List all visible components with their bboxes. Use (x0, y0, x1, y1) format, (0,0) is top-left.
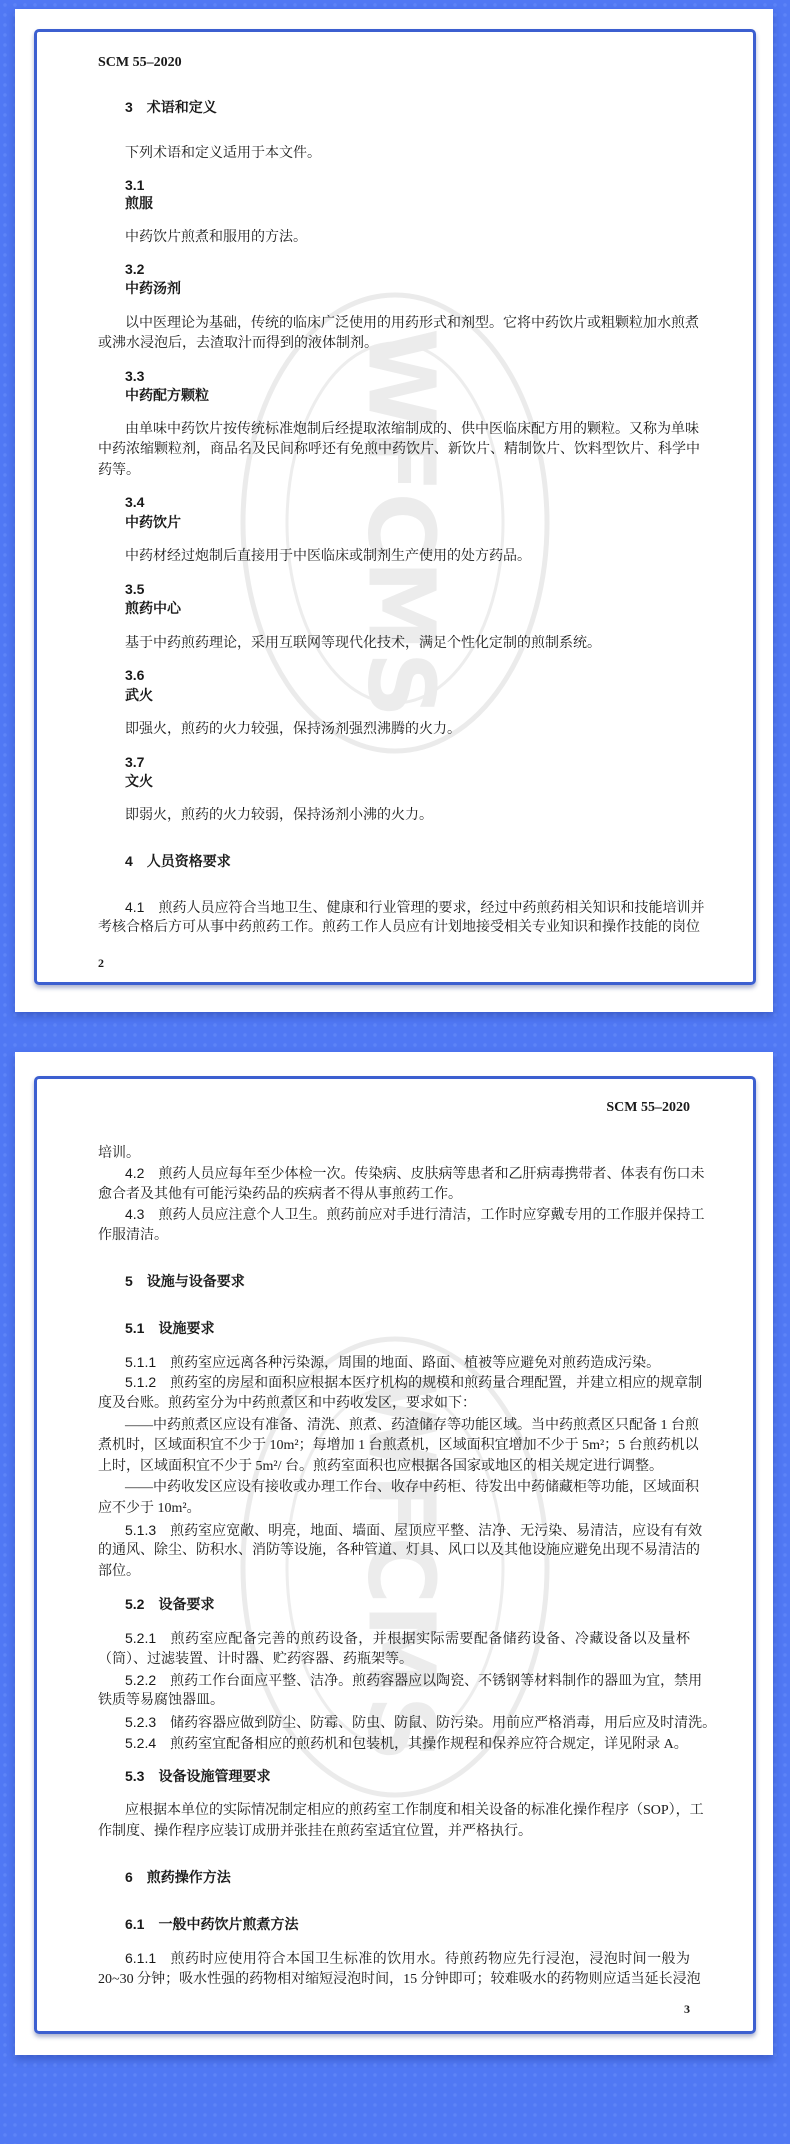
clause-5-2-4 (125, 1733, 690, 1754)
section-number: 6 (125, 1869, 133, 1885)
clause-text: 愈合者及其他有可能污染药品的疾病者不得从事煎药工作。 (98, 1187, 462, 1202)
section-title: 煎药操作方法 (146, 1870, 231, 1886)
term-number: 3.1 (125, 177, 145, 193)
term-definition: 中药浓缩颗粒剂，商品名及民间称呼还有免煎中药饮片、新饮片、精制饮片、饮料型饮片、科学中 (98, 442, 700, 457)
term-number: 3.4 (125, 494, 145, 510)
clause-5-1-1 (125, 1352, 690, 1373)
subsection-heading-5-3 (125, 1766, 690, 1787)
clause-number: 6.1.1 (125, 1950, 157, 1966)
section-number: 3 (125, 99, 133, 115)
section-number: 5.2 (125, 1596, 145, 1612)
clause-5-1-2 (125, 1372, 703, 1393)
subsection-heading-5-2 (125, 1594, 690, 1615)
clause-text: 煎药人员应符合当地卫生、健康和行业管理的要求，经过中药煎药相关知识和技能培训并 (158, 901, 705, 916)
term-definition: 或沸水浸泡后，去渣取汁而得到的液体制剂。 (98, 336, 378, 351)
clause-text: 煎药室应宽敞、明亮，地面、墙面、屋顶应平整、洁净、无污染、易清洁，应设有有效 (170, 1524, 703, 1539)
section-heading-3 (125, 97, 690, 118)
clause-text: 煎药时应使用符合本国卫生标准的饮用水。待煎药物应先行浸泡，浸泡时间一般为 (170, 1952, 690, 1967)
subsection-heading-6-1 (125, 1914, 690, 1935)
clause-number: 5.1.3 (125, 1522, 157, 1538)
doc-id: SCM 55–2020 (606, 1100, 690, 1115)
clause-text: 煎药工作台面应平整、洁净。煎药容器应以陶瓷、不锈钢等材料制作的器皿为宜，禁用 (170, 1674, 703, 1689)
term-number: 3.3 (125, 368, 145, 384)
list-item: 煮机时，区域面积宜不少于 10m²；每增加 1 台煎煮机，区域面积宜增加不少于 5m²；5 台煎药机以 (98, 1438, 699, 1453)
section-number: 5.3 (125, 1768, 145, 1784)
term-title: 中药配方颗粒 (125, 388, 209, 404)
paragraph-text: 作制度、操作程序应装订成册并张挂在煎药室适宜位置，并严格执行。 (98, 1824, 532, 1839)
clause-6-1-1 (125, 1948, 690, 1969)
term-number: 3.2 (125, 261, 145, 277)
watermark-logo: WFCMS (347, 1372, 455, 1762)
term-definition: 即弱火，煎药的火力较弱，保持汤剂小沸的火力。 (125, 808, 433, 823)
section-title: 人员资格要求 (146, 854, 231, 870)
list-item: 上时，区域面积宜不少于 5m²/ 台。煎药室面积也应根据各国家或地区的相关规定进行调整。 (98, 1459, 663, 1474)
clause-number: 4.3 (125, 1206, 145, 1222)
page-number: 2 (98, 956, 104, 970)
clause-text: 煎药室宜配备相应的煎药机和包装机，其操作规程和保养应符合规定，详见附录 A。 (170, 1737, 688, 1752)
section-title: 设备设施管理要求 (158, 1769, 271, 1785)
clause-number: 5.2.3 (125, 1714, 157, 1730)
page-number: 3 (684, 2002, 690, 2016)
clause-text: 度及台账。煎药室分为中药煎煮区和中药收发区，要求如下： (98, 1396, 476, 1411)
section-number: 4 (125, 853, 133, 869)
paragraph-text: 应根据本单位的实际情况制定相应的煎药室工作制度和相关设备的标准化操作程序（SOP），工 (125, 1803, 704, 1818)
list-item: ——中药收发区应设有接收或办理工作台、收存中药柜、待发出中药储藏柜等功能，区域面积 (125, 1480, 699, 1495)
section-heading-5 (125, 1271, 690, 1292)
doc-id: SCM 55–2020 (98, 55, 182, 70)
list-item: 应不少于 10m²。 (98, 1501, 201, 1516)
clause-text: 煎药室应远离各种污染源，周围的地面、路面、植被等应避免对煎药造成污染。 (170, 1356, 661, 1371)
term-definition: 即强火，煎药的火力较强，保持汤剂强烈沸腾的火力。 (125, 722, 461, 737)
section-title: 设施要求 (158, 1321, 215, 1337)
clause-number: 4.2 (125, 1165, 145, 1181)
clause-number: 5.1.1 (125, 1354, 157, 1370)
clause-4-3 (125, 1204, 705, 1225)
clause-5-1-3 (125, 1520, 703, 1541)
section-title: 设备要求 (158, 1597, 215, 1613)
term-definition: 由单味中药饮片按传统标准炮制后经提取浓缩制成的、供中医临床配方用的颗粒。又称为单味 (125, 422, 699, 437)
clause-number: 5.2.2 (125, 1672, 157, 1688)
term-number: 3.7 (125, 754, 145, 770)
list-item: ——中药煎煮区应设有准备、清洗、煎煮、药渣储存等功能区域。当中药煎煮区只配备 1 台煎 (125, 1418, 699, 1433)
term-title: 煎服 (125, 196, 153, 212)
clause-number: 5.2.1 (125, 1630, 157, 1646)
section-title: 一般中药饮片煎煮方法 (158, 1917, 299, 1933)
clause-text: 作服清洁。 (98, 1228, 168, 1243)
term-title: 中药汤剂 (125, 281, 181, 297)
clause-5-2-1 (125, 1628, 690, 1649)
term-title: 煎药中心 (125, 601, 181, 617)
clause-text: 储药容器应做到防尘、防霉、防虫、防鼠、防污染。用前应严格消毒，用后应及时清洗。 (170, 1716, 717, 1731)
clause-5-2-2 (125, 1670, 703, 1691)
term-title: 中药饮片 (125, 515, 181, 531)
clause-text: 煎药室的房屋和面积应根据本医疗机构的规模和煎药量合理配置，并建立相应的规章制 (170, 1376, 703, 1391)
term-definition: 中药材经过炮制后直接用于中医临床或制剂生产使用的处方药品。 (125, 549, 531, 564)
term-number: 3.5 (125, 581, 145, 597)
continued-text: 培训。 (98, 1146, 140, 1161)
section-title: 术语和定义 (146, 100, 217, 116)
term-number: 3.6 (125, 667, 145, 683)
clause-text: 铁质等易腐蚀器皿。 (98, 1693, 224, 1708)
clause-text: 煎药人员应每年至少体检一次。传染病、皮肤病等患者和乙肝病毒携带者、体表有伤口未 (158, 1167, 705, 1182)
watermark-logo: WFCMS (347, 328, 455, 718)
subsection-heading-5-1 (125, 1318, 690, 1339)
clause-text: 20~30 分钟；吸水性强的药物相对缩短浸泡时间，15 分钟即可；较难吸水的药物则应适当延长浸泡 (98, 1972, 701, 1987)
clause-text: 煎药室应配备完善的煎药设备，并根据实际需要配备储药设备、冷藏设备以及量杯 (170, 1632, 690, 1647)
clause-number: 5.1.2 (125, 1374, 157, 1390)
term-definition: 中药饮片煎煮和服用的方法。 (125, 230, 307, 245)
term-definition: 药等。 (98, 463, 140, 478)
clause-5-2-3 (125, 1712, 717, 1733)
clause-number: 4.1 (125, 899, 145, 915)
section-number: 5.1 (125, 1320, 145, 1336)
term-title: 武火 (125, 688, 153, 704)
clause-text: 煎药人员应注意个人卫生。煎药前应对手进行清洁，工作时应穿戴专用的工作服并保持工 (158, 1208, 705, 1223)
clause-text: 的通风、除尘、防积水、消防等设施，各种管道、灯具、风口以及其他设施应避免出现不易清洁的 (98, 1543, 700, 1558)
section-heading-6 (125, 1867, 690, 1888)
term-definition: 基于中药煎药理论，采用互联网等现代化技术，满足个性化定制的煎制系统。 (125, 636, 601, 651)
clause-4-2 (125, 1163, 705, 1184)
clause-number: 5.2.4 (125, 1735, 157, 1751)
term-definition: 以中医理论为基础，传统的临床广泛使用的用药形式和剂型。它将中药饮片或粗颗粒加水煎煮 (125, 316, 699, 331)
section-title: 设施与设备要求 (146, 1274, 245, 1290)
clause-4-1 (125, 897, 705, 918)
clause-text: 考核合格后方可从事中药煎药工作。煎药工作人员应有计划地接受相关专业知识和操作技能的岗位 (98, 920, 700, 935)
intro-text: 下列术语和定义适用于本文件。 (125, 146, 321, 161)
section-number: 6.1 (125, 1916, 145, 1932)
clause-text: （筒）、过滤装置、计时器、贮药容器、药瓶架等。 (98, 1652, 413, 1667)
term-title: 文火 (125, 774, 153, 790)
section-number: 5 (125, 1273, 133, 1289)
clause-text: 部位。 (98, 1564, 140, 1579)
section-heading-4 (125, 851, 690, 872)
